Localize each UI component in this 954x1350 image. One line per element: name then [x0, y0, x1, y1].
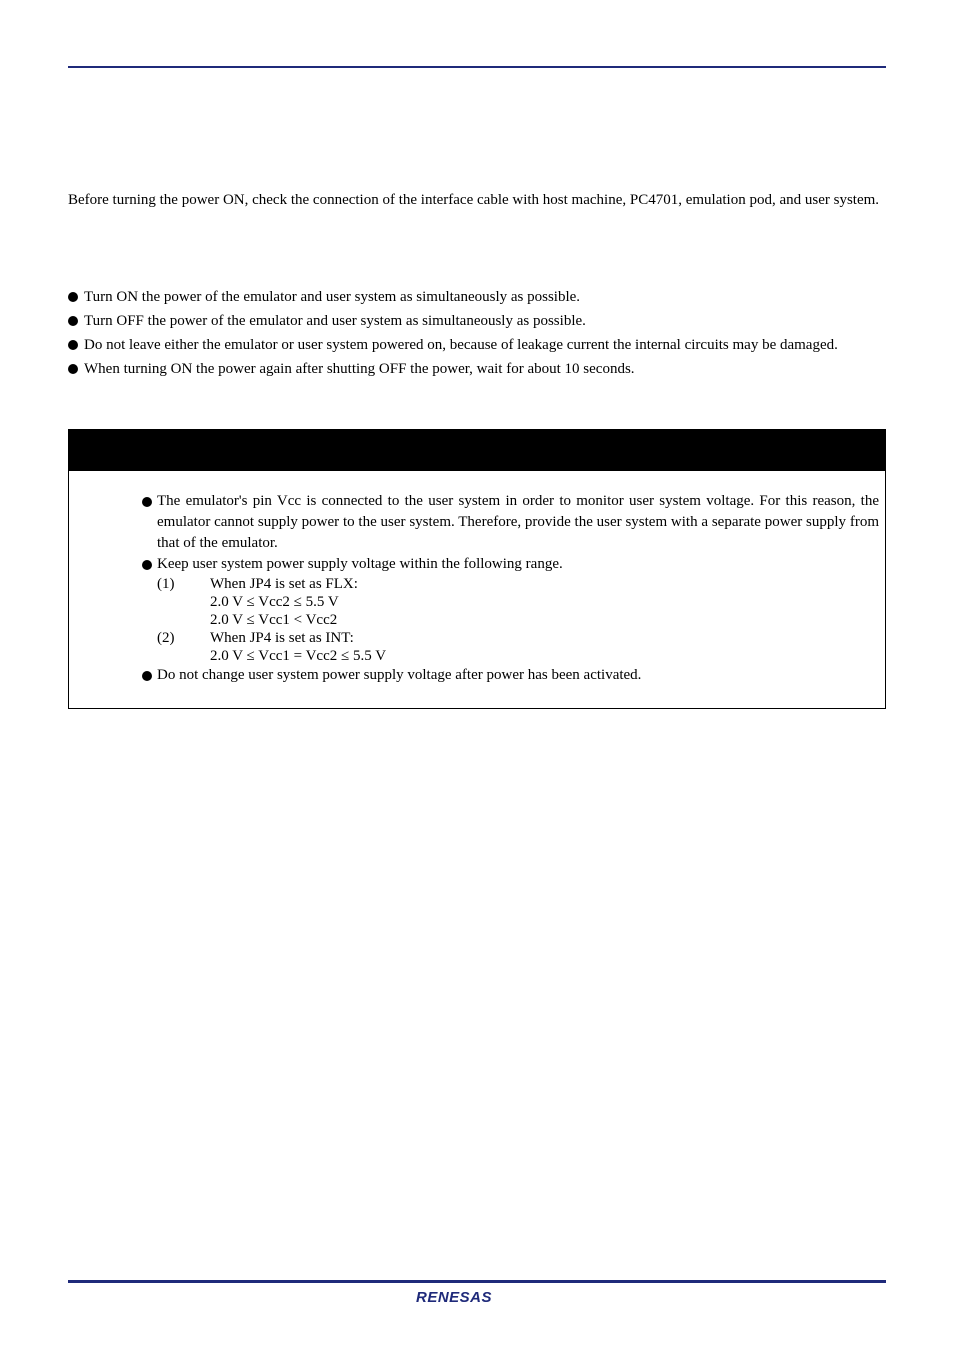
- bullet-icon: [142, 560, 152, 570]
- svg-text:RENESAS: RENESAS: [415, 1289, 493, 1306]
- caution-sub-item: (2) When JP4 is set as INT:: [157, 630, 354, 646]
- renesas-logo-icon: [396, 1286, 512, 1308]
- voltage-formula: 2.0 V ≤ Vcc1 < Vcc2: [210, 612, 338, 628]
- renesas-logo: [396, 1286, 512, 1308]
- caution-item: The emulator's pin Vcc is connected to the user system in order to monitor user system voltage. For this reason, the emulator cannot supply power to the user system. Therefore, provide the user system with a separate power supply from that of the emulator.: [141, 491, 879, 554]
- power-bullet-list: [68, 285, 886, 381]
- bullet-icon: [68, 340, 78, 350]
- footer-rule: [68, 1280, 886, 1283]
- caution-header-bar: [69, 430, 885, 471]
- caution-body: [141, 491, 879, 686]
- list-item: Do not leave either the emulator or user system powered on, because of leakage current the internal circuits may be damaged.: [68, 333, 886, 357]
- voltage-formula: 2.0 V ≤ Vcc2 ≤ 5.5 V: [210, 594, 339, 610]
- caution-box: [68, 429, 886, 709]
- bullet-icon: [68, 364, 78, 374]
- voltage-formula: 2.0 V ≤ Vcc1 = Vcc2 ≤ 5.5 V: [210, 648, 387, 664]
- list-item: When turning ON the power again after shutting OFF the power, wait for about 10 seconds.: [68, 357, 886, 381]
- caution-item: Keep user system power supply voltage within the following range.: [141, 554, 879, 575]
- list-item: Turn ON the power of the emulator and user system as simultaneously as possible.: [68, 285, 886, 309]
- list-item: Turn OFF the power of the emulator and user system as simultaneously as possible.: [68, 309, 886, 333]
- bullet-icon: [68, 316, 78, 326]
- bullet-icon: [142, 497, 152, 507]
- header-rule: [68, 66, 886, 68]
- caution-sub-item: (1) When JP4 is set as FLX:: [157, 576, 358, 592]
- bullet-icon: [142, 671, 152, 681]
- caution-item: Do not change user system power supply voltage after power has been activated.: [141, 665, 879, 686]
- intro-paragraph: Before turning the power ON, check the connection of the interface cable with host machine, PC4701, emulation pod, and user system.: [68, 192, 880, 208]
- bullet-icon: [68, 292, 78, 302]
